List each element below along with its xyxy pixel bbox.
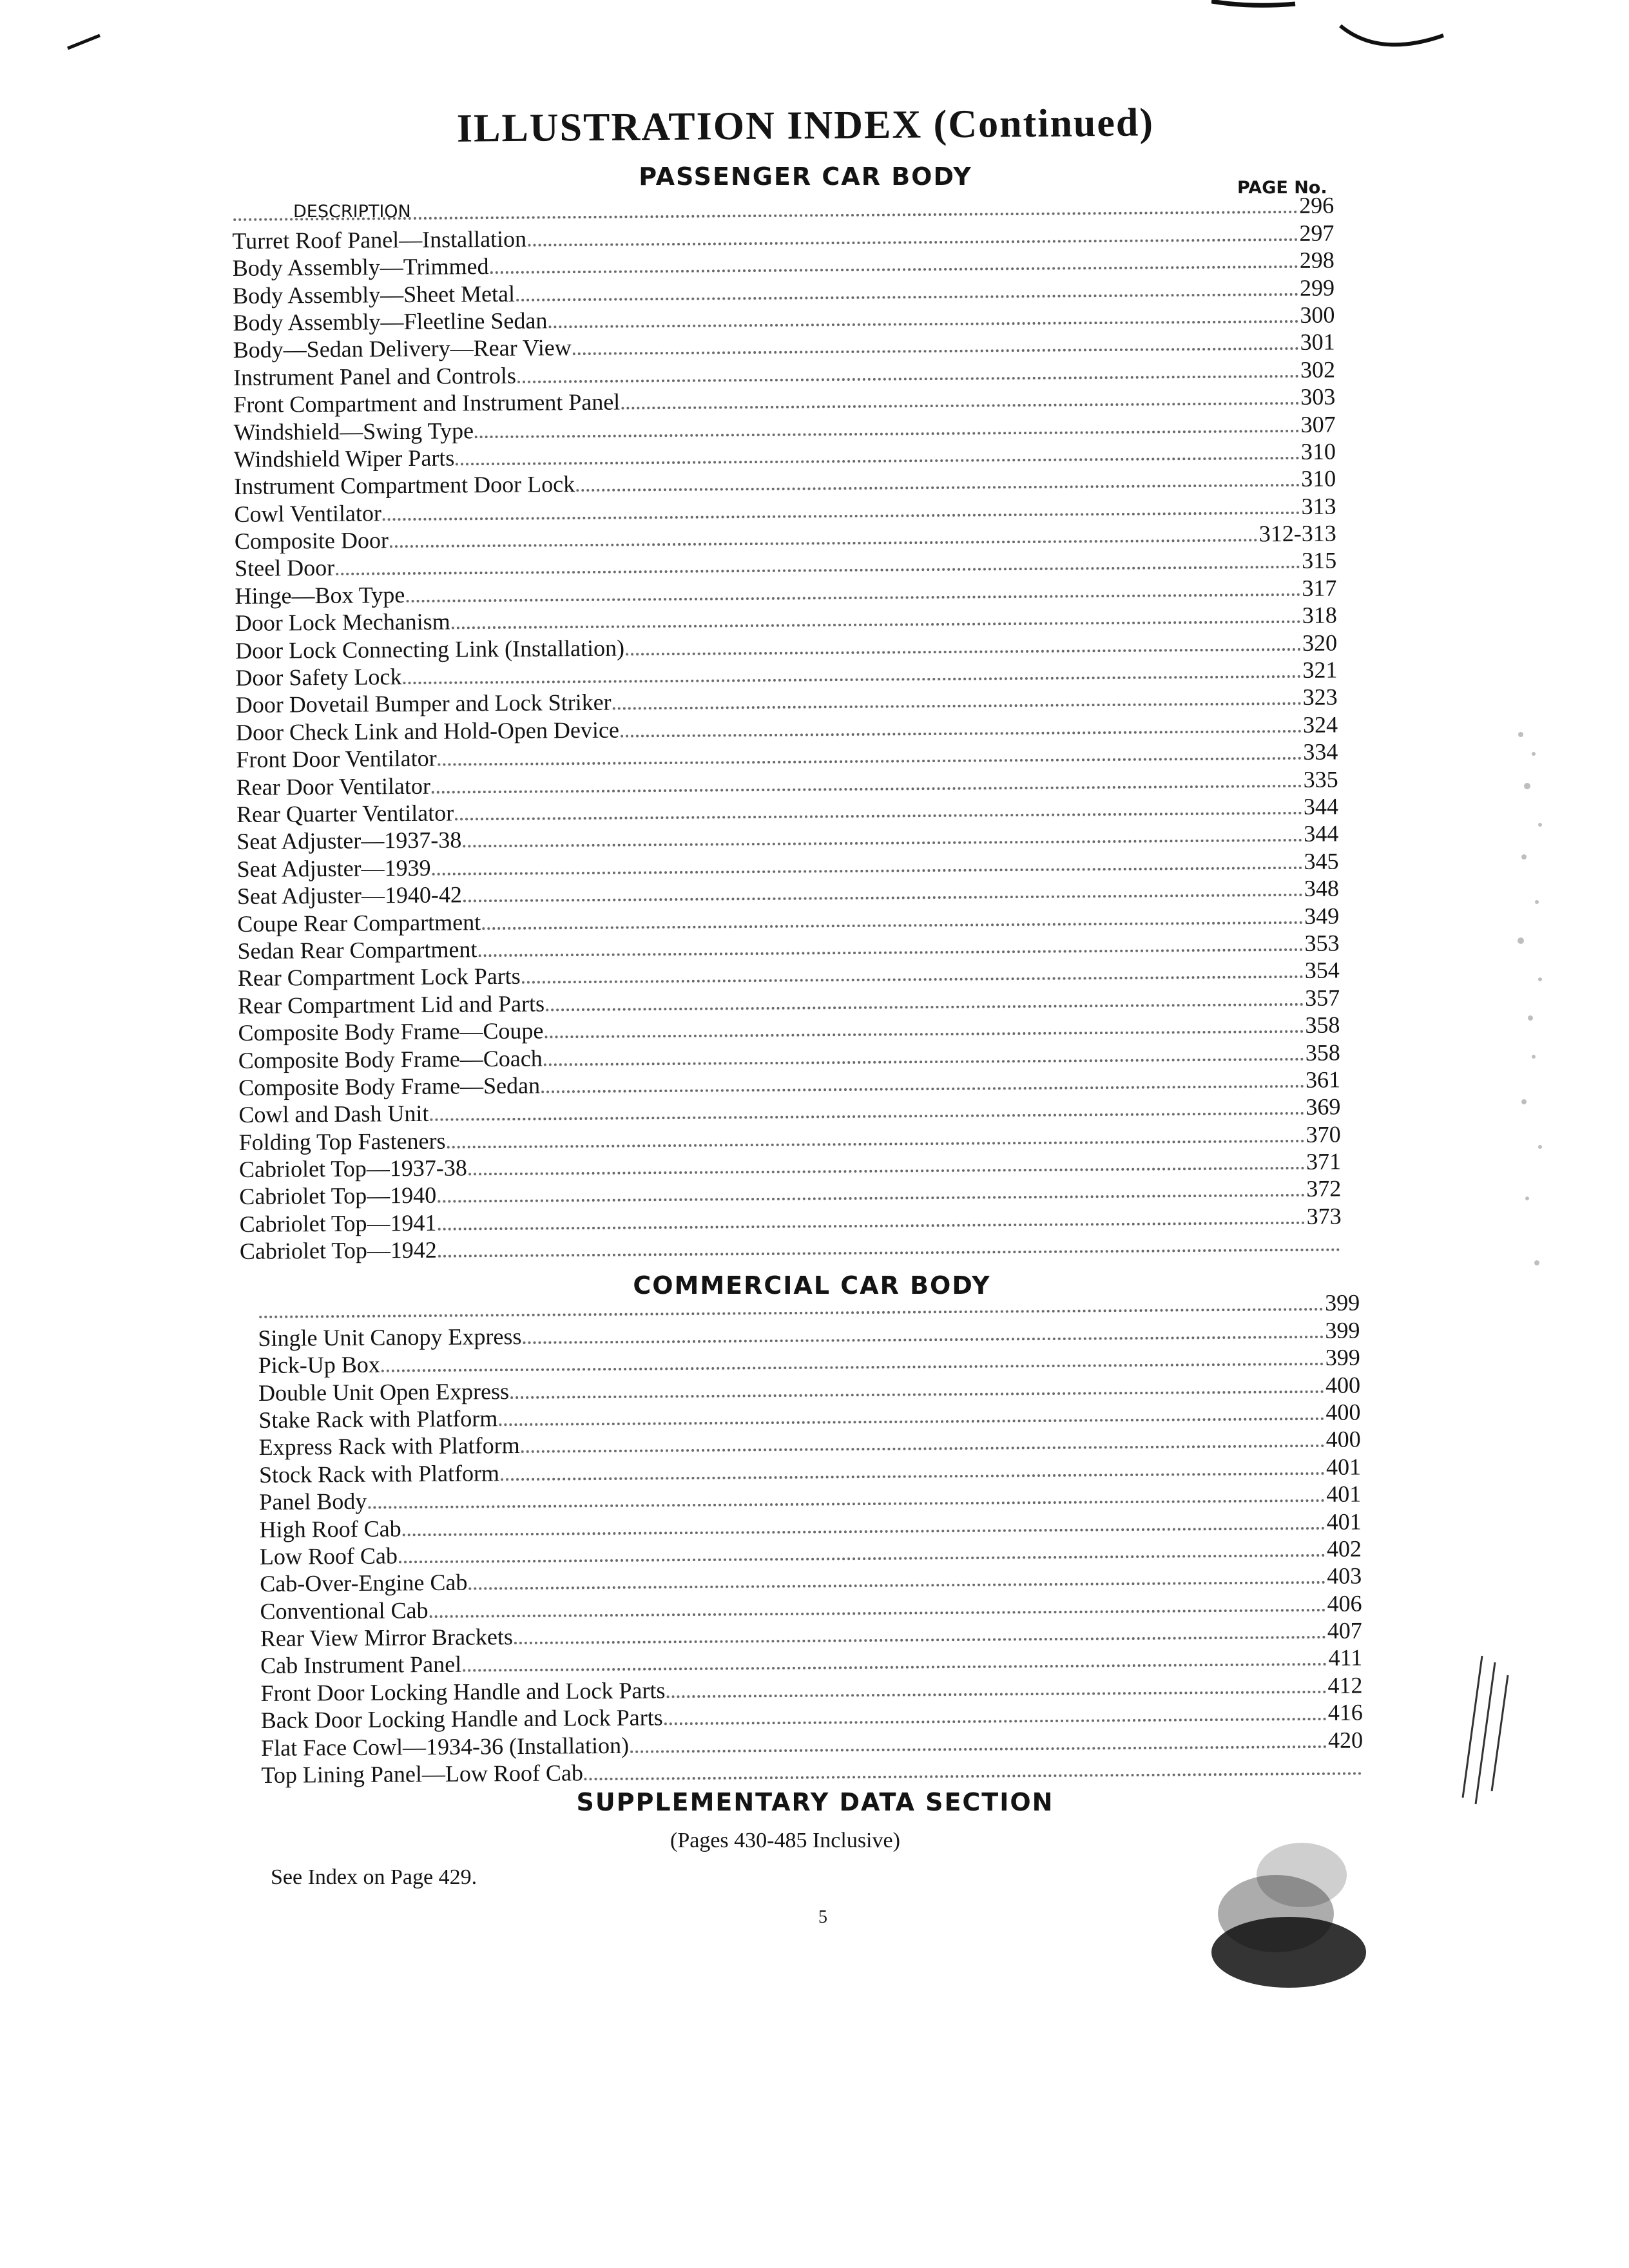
page-ref: 402 xyxy=(1326,1535,1362,1562)
entry-description: Panel Body xyxy=(259,1488,367,1515)
page-ref: 301 xyxy=(1300,329,1335,356)
commercial-section-heading: COMMERCIAL CAR BODY xyxy=(633,1271,991,1300)
leader-dots xyxy=(499,1417,1324,1426)
entry-description: Front Door Locking Handle and Lock Parts xyxy=(260,1677,666,1706)
entry-description: Door Safety Lock xyxy=(235,664,402,691)
entry-description: Door Lock Connecting Link (Installation) xyxy=(235,635,625,664)
page-ref: 349 xyxy=(1304,902,1340,929)
leader-dots xyxy=(430,1608,1326,1618)
page-ref: 411 xyxy=(1328,1644,1363,1671)
page-number: 5 xyxy=(818,1907,827,1927)
leader-dots xyxy=(548,320,1298,329)
leader-dots xyxy=(490,265,1298,274)
leader-dots xyxy=(336,565,1300,575)
entry-description: Seat Adjuster—1939 xyxy=(236,854,431,882)
page-ref: 320 xyxy=(1302,629,1338,656)
entry-description: Rear View Mirror Brackets xyxy=(260,1624,514,1652)
page-ref: 358 xyxy=(1305,1012,1340,1038)
entry-description: Windshield Wiper Parts xyxy=(233,445,455,472)
entry-description: Rear Door Ventilator xyxy=(236,773,431,800)
leader-dots xyxy=(626,647,1301,655)
leader-dots xyxy=(432,783,1302,793)
page-ref: 334 xyxy=(1303,738,1338,765)
leader-dots xyxy=(456,456,1300,466)
scan-scribble-right xyxy=(1443,1649,1527,1811)
leader-dots xyxy=(522,975,1304,984)
leader-dots xyxy=(438,756,1302,766)
page-ref: 300 xyxy=(1300,302,1335,328)
page-ref: 406 xyxy=(1327,1590,1362,1617)
entry-description: Cabriolet Top—1940 xyxy=(239,1182,437,1210)
leader-dots xyxy=(438,1193,1305,1203)
entry-description: Rear Compartment Lock Parts xyxy=(237,963,521,992)
page-ref: 370 xyxy=(1306,1121,1341,1148)
entry-description: Cowl Ventilator xyxy=(234,500,382,527)
entry-description: Instrument Panel and Controls xyxy=(233,362,517,390)
see-index-note: See Index on Page 429. xyxy=(271,1865,477,1889)
leader-dots xyxy=(233,210,1298,221)
description-column-header: DESCRIPTION xyxy=(293,202,411,222)
entry-description: Stock Rack with Platform xyxy=(258,1459,500,1488)
page-ref: 302 xyxy=(1300,356,1336,383)
leader-dots xyxy=(403,675,1301,684)
leader-dots xyxy=(576,483,1300,492)
leader-dots xyxy=(510,1389,1324,1398)
leader-dots xyxy=(259,1307,1324,1318)
leader-dots xyxy=(463,893,1303,903)
page-ref: 412 xyxy=(1327,1672,1363,1698)
entry-description: Body Assembly—Sheet Metal xyxy=(232,280,516,309)
page-ref: 335 xyxy=(1303,766,1338,793)
page-ref: 321 xyxy=(1302,657,1338,683)
leader-dots xyxy=(403,1526,1325,1535)
page-ref: 401 xyxy=(1326,1508,1362,1535)
leader-dots xyxy=(521,1444,1325,1453)
entry-description: Double Unit Open Express xyxy=(258,1378,510,1406)
entry-description: Seat Adjuster—1937-38 xyxy=(236,827,462,855)
leader-dots xyxy=(390,538,1258,548)
page-ref: 358 xyxy=(1305,1039,1340,1066)
leader-dots xyxy=(455,811,1302,821)
page-ref: 369 xyxy=(1306,1093,1341,1120)
supplementary-pages-note: (Pages 430-485 Inclusive) xyxy=(670,1829,900,1852)
passenger-index-list xyxy=(232,191,1342,1265)
page-title: ILLUSTRATION INDEX (Continued) xyxy=(456,101,1155,151)
page-ref: 307 xyxy=(1300,410,1336,437)
leader-dots xyxy=(523,1335,1324,1344)
leader-dots xyxy=(438,1221,1305,1231)
page-ref: 416 xyxy=(1327,1699,1363,1726)
entry-description: Rear Quarter Ventilator xyxy=(236,800,454,827)
entry-description: Cabriolet Top—1937-38 xyxy=(238,1155,467,1183)
page-ref: 353 xyxy=(1304,930,1340,956)
leader-dots xyxy=(546,1003,1304,1012)
leader-dots xyxy=(452,620,1301,629)
page-ref: 313 xyxy=(1301,493,1336,519)
entry-description: Hinge—Box Type xyxy=(235,581,405,609)
supplementary-section-heading: SUPPLEMENTARY DATA SECTION xyxy=(576,1788,1054,1816)
page-ref: 399 xyxy=(1324,1289,1360,1316)
entry-description: Low Roof Cab xyxy=(259,1542,398,1570)
entry-description: Pick-Up Box xyxy=(258,1351,380,1379)
page-ref: 407 xyxy=(1327,1617,1362,1644)
entry-description: Stake Rack with Platform xyxy=(258,1405,498,1433)
page-ref: 354 xyxy=(1304,957,1340,984)
leader-dots xyxy=(664,1717,1327,1725)
passenger-section-heading: PASSENGER CAR BODY xyxy=(639,162,972,191)
entry-description: Cabriolet Top—1942 xyxy=(239,1236,437,1265)
entry-description: Composite Body Frame—Coupe xyxy=(238,1017,544,1046)
leader-dots xyxy=(514,1635,1326,1644)
commercial-index-list xyxy=(258,1289,1364,1789)
entry-description: Top Lining Panel—Low Roof Cab xyxy=(261,1760,584,1789)
leader-dots xyxy=(368,1499,1325,1509)
leader-dots xyxy=(468,1581,1325,1590)
page-ref: 317 xyxy=(1302,575,1337,601)
entry-description: Composite Body Frame—Coach xyxy=(238,1045,543,1073)
page-ref: 373 xyxy=(1306,1203,1342,1229)
entry-description: Cab-Over-Engine Cab xyxy=(260,1569,468,1597)
leader-dots xyxy=(516,292,1298,301)
scan-smudge-right-margin xyxy=(1495,709,1572,1353)
page-ref: 361 xyxy=(1305,1066,1341,1093)
page-ref: 400 xyxy=(1325,1426,1361,1453)
leader-dots xyxy=(630,1744,1327,1753)
entry-description: Coupe Rear Compartment xyxy=(237,908,481,937)
entry-description: Express Rack with Platform xyxy=(258,1432,520,1461)
page-ref: 318 xyxy=(1302,602,1337,629)
leader-dots xyxy=(545,1030,1304,1039)
leader-dots xyxy=(478,948,1303,957)
page-ref: 403 xyxy=(1327,1562,1362,1590)
entry-description: Body—Sedan Delivery—Rear View xyxy=(233,334,572,363)
entry-description: Sedan Rear Compartment xyxy=(237,936,477,964)
page-ref: 299 xyxy=(1299,274,1335,301)
entry-description: Windshield—Swing Type xyxy=(233,417,474,445)
page-ref: 401 xyxy=(1326,1481,1362,1507)
leader-dots xyxy=(447,1139,1305,1149)
page-ref: 400 xyxy=(1325,1399,1361,1425)
scan-mark-top-left xyxy=(64,32,103,52)
leader-dots xyxy=(501,1472,1325,1481)
entry-description: Body Assembly—Fleetline Sedan xyxy=(233,307,548,336)
scan-ink-blot-bottom-right xyxy=(1179,1804,1392,1997)
page-ref: 399 xyxy=(1325,1317,1360,1343)
leader-dots xyxy=(399,1553,1325,1564)
entry-description: Steel Door xyxy=(235,555,335,582)
page-ref: 312-313 xyxy=(1258,520,1336,547)
page-ref: 310 xyxy=(1300,438,1336,465)
leader-dots xyxy=(613,702,1302,710)
leader-dots xyxy=(381,1362,1324,1372)
entry-description: Seat Adjuster—1940-42 xyxy=(236,881,463,910)
leader-dots xyxy=(573,347,1299,355)
leader-dots xyxy=(475,428,1300,437)
page-ref: 344 xyxy=(1303,793,1339,820)
page-ref: 303 xyxy=(1300,383,1336,410)
entry-description: Turret Roof Panel—Installation xyxy=(232,226,527,254)
page-ref: 344 xyxy=(1304,820,1339,847)
page-ref: 420 xyxy=(1327,1727,1364,1753)
entry-description: Conventional Cab xyxy=(260,1597,429,1624)
page-ref: 296 xyxy=(1298,192,1335,219)
entry-description: Single Unit Canopy Express xyxy=(258,1323,522,1351)
entry-description: Cowl and Dash Unit xyxy=(238,1100,429,1128)
leader-dots xyxy=(621,729,1302,738)
page-ref: 324 xyxy=(1302,711,1338,738)
leader-dots xyxy=(432,866,1303,876)
page-ref: 323 xyxy=(1302,684,1338,711)
page-number-column-header: PAGE No. xyxy=(1237,178,1327,198)
entry-description: Rear Compartment Lid and Parts xyxy=(238,990,545,1019)
entry-description: Door Dovetail Bumper and Lock Striker xyxy=(235,689,612,718)
entry-description: Flat Face Cowl—1934-36 (Installation) xyxy=(260,1732,630,1761)
leader-dots xyxy=(438,1248,1340,1258)
leader-dots xyxy=(541,1084,1304,1093)
leader-dots xyxy=(666,1690,1326,1698)
entry-description: Folding Top Fasteners xyxy=(238,1128,446,1155)
page-ref: 345 xyxy=(1304,848,1339,874)
entry-description: Composite Door xyxy=(234,527,389,555)
leader-dots xyxy=(528,238,1298,247)
page-ref: 372 xyxy=(1306,1175,1342,1202)
scan-mark-top-right xyxy=(1211,0,1469,58)
leader-dots xyxy=(383,511,1300,521)
leader-dots xyxy=(463,838,1302,848)
page-ref: 348 xyxy=(1304,875,1340,901)
entry-description: Cabriolet Top—1941 xyxy=(239,1209,437,1237)
entry-description: Composite Body Frame—Sedan xyxy=(238,1072,541,1100)
page-ref: 371 xyxy=(1306,1148,1342,1175)
leader-dots xyxy=(621,401,1299,410)
entry-description: Back Door Locking Handle and Lock Parts xyxy=(260,1704,663,1734)
entry-description: Body Assembly—Trimmed xyxy=(232,253,489,282)
leader-dots xyxy=(584,1771,1362,1780)
entry-description: Door Lock Mechanism xyxy=(235,608,450,637)
page-ref: 310 xyxy=(1301,465,1336,492)
leader-dots xyxy=(544,1057,1304,1066)
entry-description: Front Compartment and Instrument Panel xyxy=(233,389,621,418)
leader-dots xyxy=(430,1111,1304,1121)
entry-description: Door Check Link and Hold-Open Device xyxy=(235,716,620,745)
page-ref: 399 xyxy=(1325,1344,1360,1371)
page-ref: 297 xyxy=(1299,220,1335,246)
page-ref: 298 xyxy=(1299,247,1335,274)
leader-dots xyxy=(463,1662,1327,1672)
entry-description: High Roof Cab xyxy=(259,1515,401,1542)
entry-description: Front Door Ventilator xyxy=(236,745,437,773)
leader-dots xyxy=(468,1166,1305,1176)
leader-dots xyxy=(406,593,1300,602)
leader-dots xyxy=(517,374,1299,383)
leader-dots xyxy=(482,920,1303,929)
entry-description: Instrument Compartment Door Lock xyxy=(234,471,575,500)
page-ref: 400 xyxy=(1325,1372,1361,1398)
page-ref: 357 xyxy=(1304,985,1340,1011)
entry-description: Cab Instrument Panel xyxy=(260,1651,462,1679)
page-ref: 401 xyxy=(1325,1454,1362,1480)
page-ref: 315 xyxy=(1302,547,1337,574)
